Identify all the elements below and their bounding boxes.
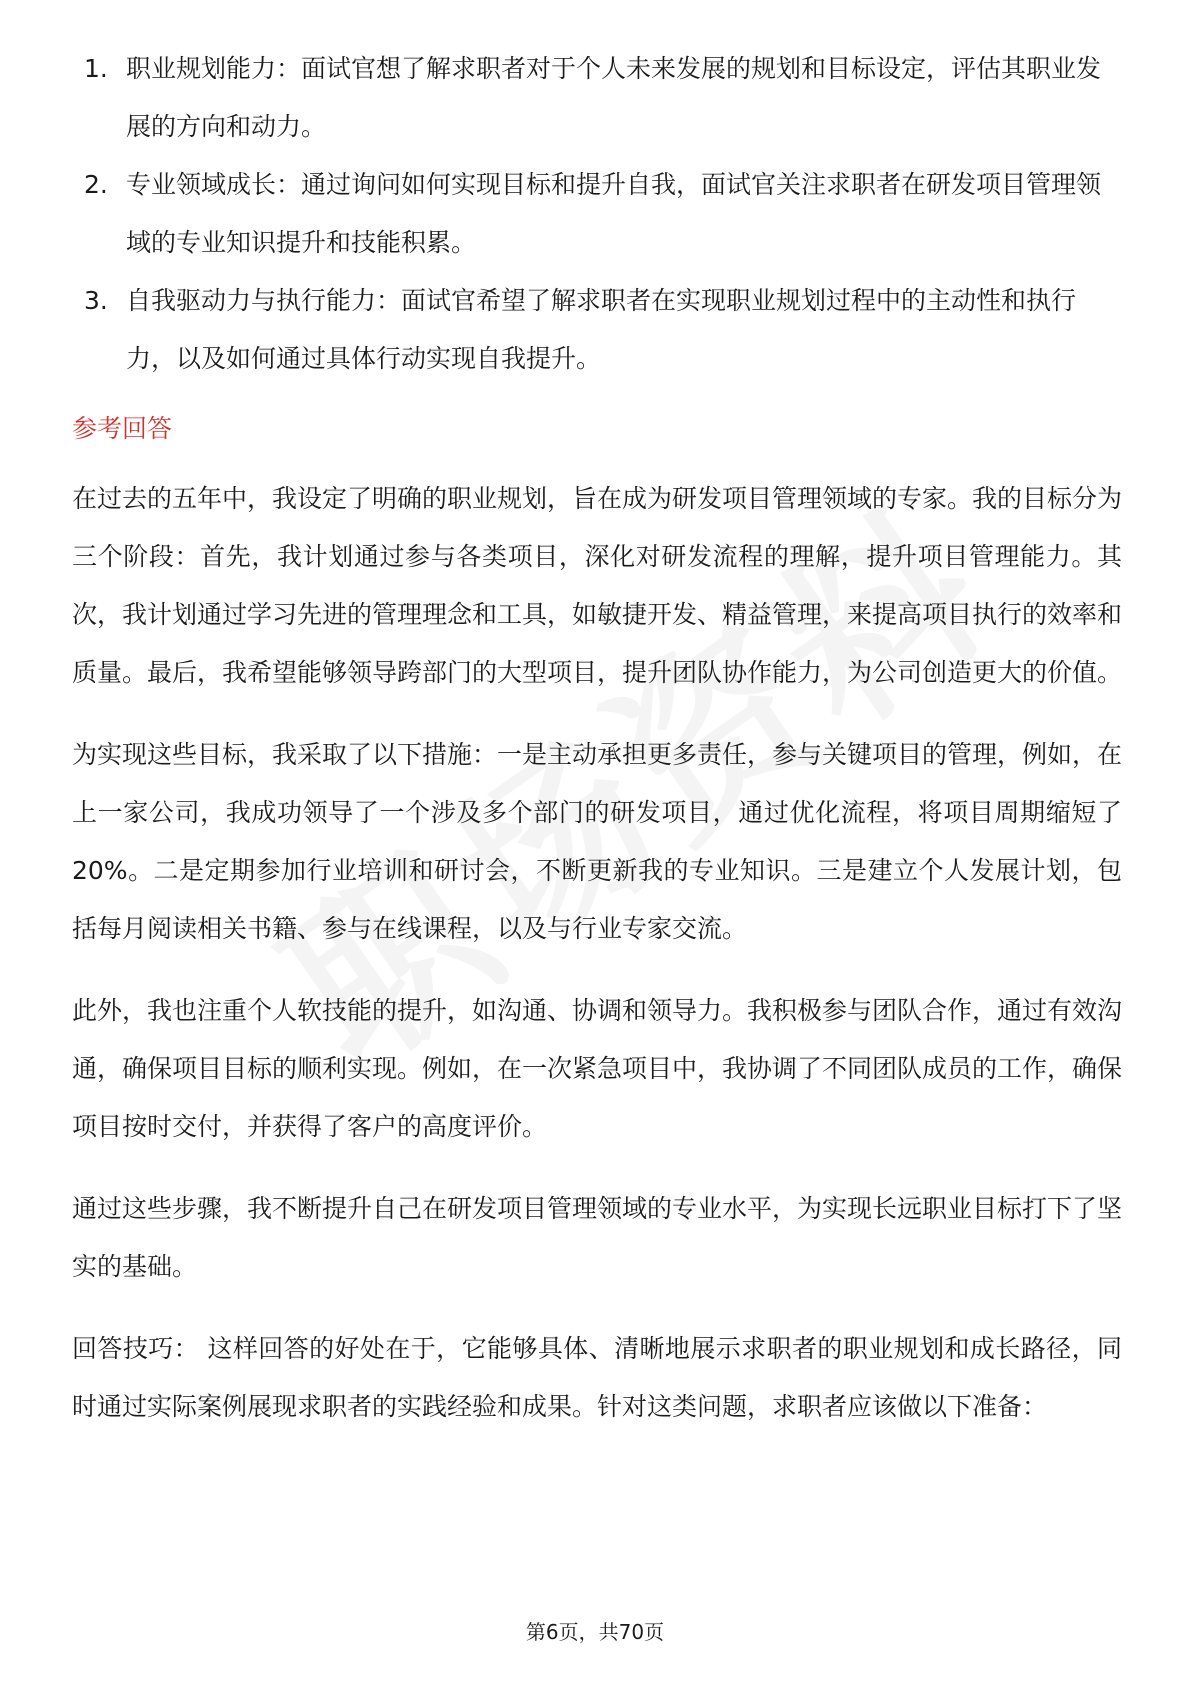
page-number-footer: 第6页，共70页 <box>525 1620 665 1644</box>
page-content <box>72 40 1122 1460</box>
list-item <box>72 156 1122 272</box>
list-item-text: 专业领域成长：通过询问如何实现目标和提升自我，面试官关注求职者在研发项目管理领域的专业知识提升和技能积累。 <box>126 170 1102 257</box>
list-item-text: 自我驱动力与执行能力：面试官希望了解求职者在实现职业规划过程中的主动性和执行力，以及如何通过具体行动实现自我提升。 <box>126 286 1077 373</box>
list-item-text: 职业规划能力：面试官想了解求职者对于个人未来发展的规划和目标设定，评估其职业发展的方向和动力。 <box>126 54 1102 141</box>
answer-paragraph: 在过去的五年中，我设定了明确的职业规划，旨在成为研发项目管理领域的专家。我的目标分为三个阶段：首先，我计划通过参与各类项目，深化对研发流程的理解，提升项目管理能力。其次，我计划通过学习先进的管理理念和工具，如敏捷开发、精益管理，来提高项目执行的效率和质量。最后，我希望能够领导跨部门的大型项目，提升团队协作能力，为公司创造更大的价值。 <box>72 484 1123 687</box>
list-item-number: 1. <box>84 54 108 83</box>
answer-paragraph: 为实现这些目标，我采取了以下措施：一是主动承担更多责任，参与关键项目的管理，例如，在上一家公司，我成功领导了一个涉及多个部门的研发项目，通过优化流程，将项目周期缩短了20%。二是定期参加行业培训和研讨会，不断更新我的专业知识。三是建立个人发展计划，包括每月阅读相关书籍、参与在线课程，以及与行业专家交流。 <box>72 740 1123 943</box>
answer-paragraph: 此外，我也注重个人软技能的提升，如沟通、协调和领导力。我积极参与团队合作，通过有效沟通，确保项目目标的顺利实现。例如，在一次紧急项目中，我协调了不同团队成员的工作，确保项目按时交付，并获得了客户的高度评价。 <box>72 996 1123 1141</box>
section-heading-reference-answer: 参考回答 <box>72 414 173 443</box>
list-item <box>72 272 1122 388</box>
answer-paragraph: 通过这些步骤，我不断提升自己在研发项目管理领域的专业水平，为实现长远职业目标打下了坚实的基础。 <box>72 1194 1123 1281</box>
reason-list <box>72 40 1122 388</box>
answer-tips-paragraph: 回答技巧： 这样回答的好处在于，它能够具体、清晰地展示求职者的职业规划和成长路径，同时通过实际案例展现求职者的实践经验和成果。针对这类问题，求职者应该做以下准备： <box>72 1334 1122 1421</box>
list-item-number: 3. <box>84 286 108 315</box>
list-item <box>72 40 1122 156</box>
list-item-number: 2. <box>84 170 108 199</box>
